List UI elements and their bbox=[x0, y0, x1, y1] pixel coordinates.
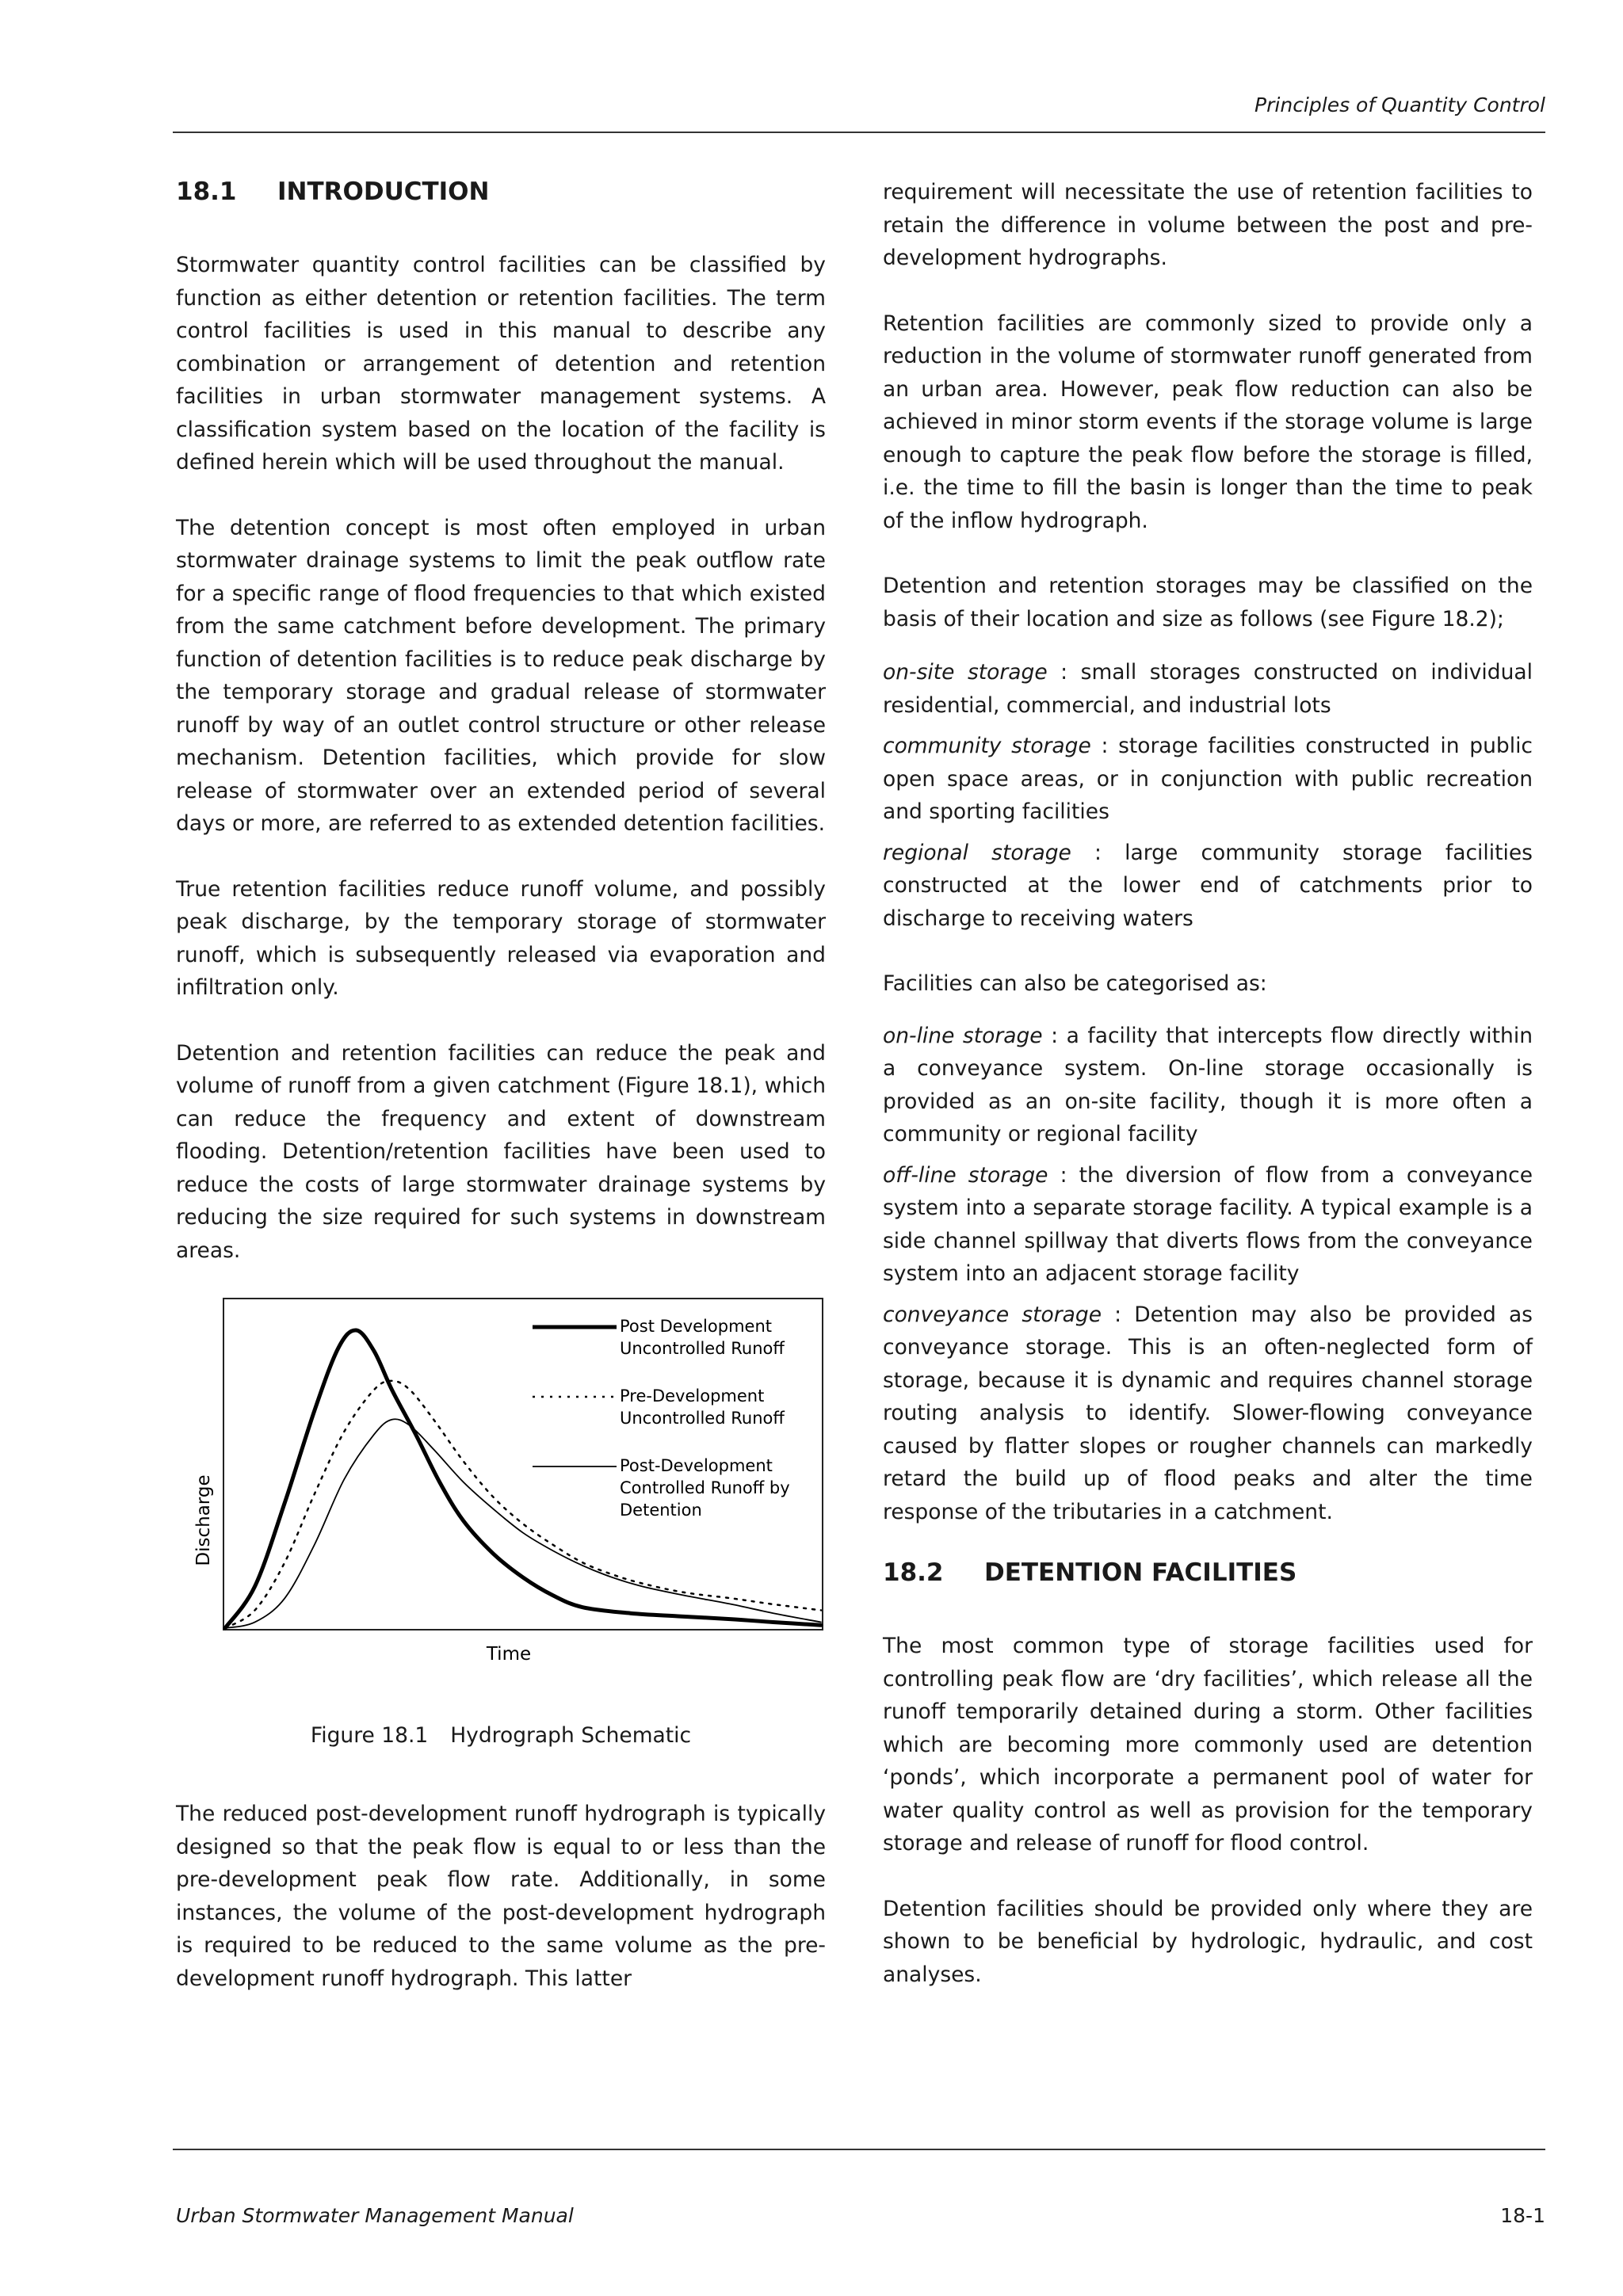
figure-number: Figure 18.1 bbox=[310, 1723, 429, 1748]
hydrograph-figure bbox=[176, 1291, 826, 1782]
paragraph: The detention concept is most often employed in urban stormwater drainage systems to limit the peak outflow rate for a specific range of flood frequencies to that which existed from the same catchment before development. The primary function of detention facilities is to reduce peak discharge by the temporary storage and gradual release of stormwater runoff by way of an outlet control structure or other release mechanism. Detention facilities, which provide for slow release of stormwater over an extended period of several days or more, are referred to as extended detention facilities. bbox=[176, 515, 826, 836]
running-head: Principles of Quantity Control bbox=[1254, 93, 1545, 116]
definition-term: off-line storage bbox=[883, 1162, 1048, 1188]
hydrograph-chart bbox=[176, 1291, 826, 1687]
legend bbox=[533, 1317, 790, 1520]
legend-label: Uncontrolled Runoff bbox=[620, 1409, 785, 1428]
paragraph: Detention and retention storages may be classified on the basis of their location and size as follows (see Figure 18.2); bbox=[883, 574, 1533, 631]
section-title: INTRODUCTION bbox=[277, 177, 490, 206]
definition-term: on-site storage bbox=[883, 660, 1048, 685]
footer-manual-title: Urban Stormwater Management Manual bbox=[176, 2204, 574, 2227]
footer-page-number: 18-1 bbox=[1500, 2204, 1545, 2227]
paragraph: Detention facilities should be provided only where they are shown to be beneficial by hydrologic, hydraulic, and cost analyses. bbox=[883, 1896, 1533, 1987]
section-number: 18.2 bbox=[883, 1558, 944, 1587]
left-column bbox=[176, 176, 826, 2027]
paragraph: requirement will necessitate the use of retention facilities to retain the difference in volume between the post and pre-development hydrographs. bbox=[883, 180, 1533, 270]
figure-caption bbox=[176, 1723, 826, 1748]
paragraph: The reduced post-development runoff hydrograph is typically designed so that the peak flow is equal to or less than the pre-development peak flow rate. Additionally, in some instances, the volume of the post-development hydrograph is required to be reduced to the same volume as the pre-development runoff hydrograph. This latter bbox=[176, 1802, 826, 1991]
definition-off-line-storage bbox=[883, 1159, 1533, 1291]
legend-label: Controlled Runoff by bbox=[620, 1478, 790, 1497]
definition-on-line-storage bbox=[883, 1020, 1533, 1151]
legend-label: Pre-Development bbox=[620, 1386, 765, 1405]
legend-label: Detention bbox=[620, 1501, 702, 1520]
definition-on-site-storage bbox=[883, 656, 1533, 722]
section-number: 18.1 bbox=[176, 177, 237, 206]
definition-text: : small storages constructed on individual residential, commercial, and industrial lots bbox=[883, 660, 1533, 718]
definition-term: community storage bbox=[883, 734, 1091, 758]
right-column bbox=[883, 176, 1533, 2023]
header-rule bbox=[173, 132, 1545, 133]
definition-term: conveyance storage bbox=[883, 1302, 1102, 1327]
legend-label: Post Development bbox=[620, 1317, 772, 1336]
figure-title: Hydrograph Schematic bbox=[450, 1723, 692, 1748]
paragraph: Stormwater quantity control facilities can be classified by function as either detention or retention facilities. The term control facilities is used in this manual to describe any combination or arrangement of detention and retention facilities in urban stormwater management systems. A classification system based on the location of the facility is defined herein which will be used throughout the manual. bbox=[176, 253, 826, 475]
section-title: DETENTION FACILITIES bbox=[984, 1558, 1297, 1587]
section-heading-18-1 bbox=[176, 176, 826, 208]
definition-regional-storage bbox=[883, 837, 1533, 936]
paragraph: True retention facilities reduce runoff volume, and possibly peak discharge, by the temporary storage of stormwater runoff, which is subsequently released via evaporation and infiltration only. bbox=[176, 876, 826, 1000]
definition-text: : the diversion of flow from a conveyance system into a separate storage facility. A typical example is a side channel spillway that diverts flows from the conveyance system into an adjacent storage facility bbox=[883, 1162, 1533, 1286]
paragraph: Facilities can also be categorised as: bbox=[883, 971, 1267, 996]
definition-text: : large community storage facilities constructed at the lower end of catchments prior to discharge to receiving waters bbox=[883, 840, 1533, 931]
section-heading-18-2 bbox=[883, 1557, 1533, 1589]
paragraph: Detention and retention facilities can reduce the peak and volume of runoff from a given catchment (Figure 18.1), which can reduce the frequency and extent of downstream flooding. Detention/retention facilities have been used to reduce the costs of large stormwater drainage systems by reducing the size required for such systems in downstream areas. bbox=[176, 1040, 826, 1263]
definition-conveyance-storage bbox=[883, 1299, 1533, 1529]
legend-label: Uncontrolled Runoff bbox=[620, 1339, 785, 1358]
x-axis-label: Time bbox=[486, 1644, 532, 1665]
definition-community-storage bbox=[883, 730, 1533, 829]
footer-rule bbox=[173, 2149, 1545, 2150]
definition-term: on-line storage bbox=[883, 1023, 1043, 1048]
series-post-controlled bbox=[225, 1419, 821, 1628]
legend-label: Post-Development bbox=[620, 1456, 773, 1475]
y-axis-label: Discharge bbox=[193, 1474, 214, 1566]
definition-text: : a facility that intercepts flow directly within a conveyance system. On-line storage occasionally is provided as an on-site facility, though it is more often a community or regional facility bbox=[883, 1023, 1533, 1146]
definition-term: regional storage bbox=[883, 840, 1071, 865]
definition-text: : storage facilities constructed in public open space areas, or in conjunction with public recreation and sporting facilities bbox=[883, 734, 1533, 824]
paragraph: The most common type of storage facilities used for controlling peak flow are ‘dry facilities’, which release all the runoff temporarily detained during a storm. Other facilities which are becoming more commonly used are detention ‘ponds’, which incorporate a permanent pool of water for water quality control as well as provision for the temporary storage and release of runoff for flood control. bbox=[883, 1634, 1533, 1855]
paragraph: Retention facilities are commonly sized to provide only a reduction in the volume of stormwater runoff generated from an urban area. However, peak flow reduction can also be achieved in minor storm events if the storage volume is large enough to capture the peak flow before the storage is filled, i.e. the time to fill the basin is longer than the time to peak of the inflow hydrograph. bbox=[883, 311, 1533, 533]
definition-text: : Detention may also be provided as conveyance storage. This is an often-neglected form of storage, because it is dynamic and requires channel storage routing analysis to identify. Slower-flowing conveyance caused by flatter slopes or rougher channels can markedly retard the build up of flood peaks and alter the time response of the tributaries in a catchment. bbox=[883, 1302, 1533, 1524]
